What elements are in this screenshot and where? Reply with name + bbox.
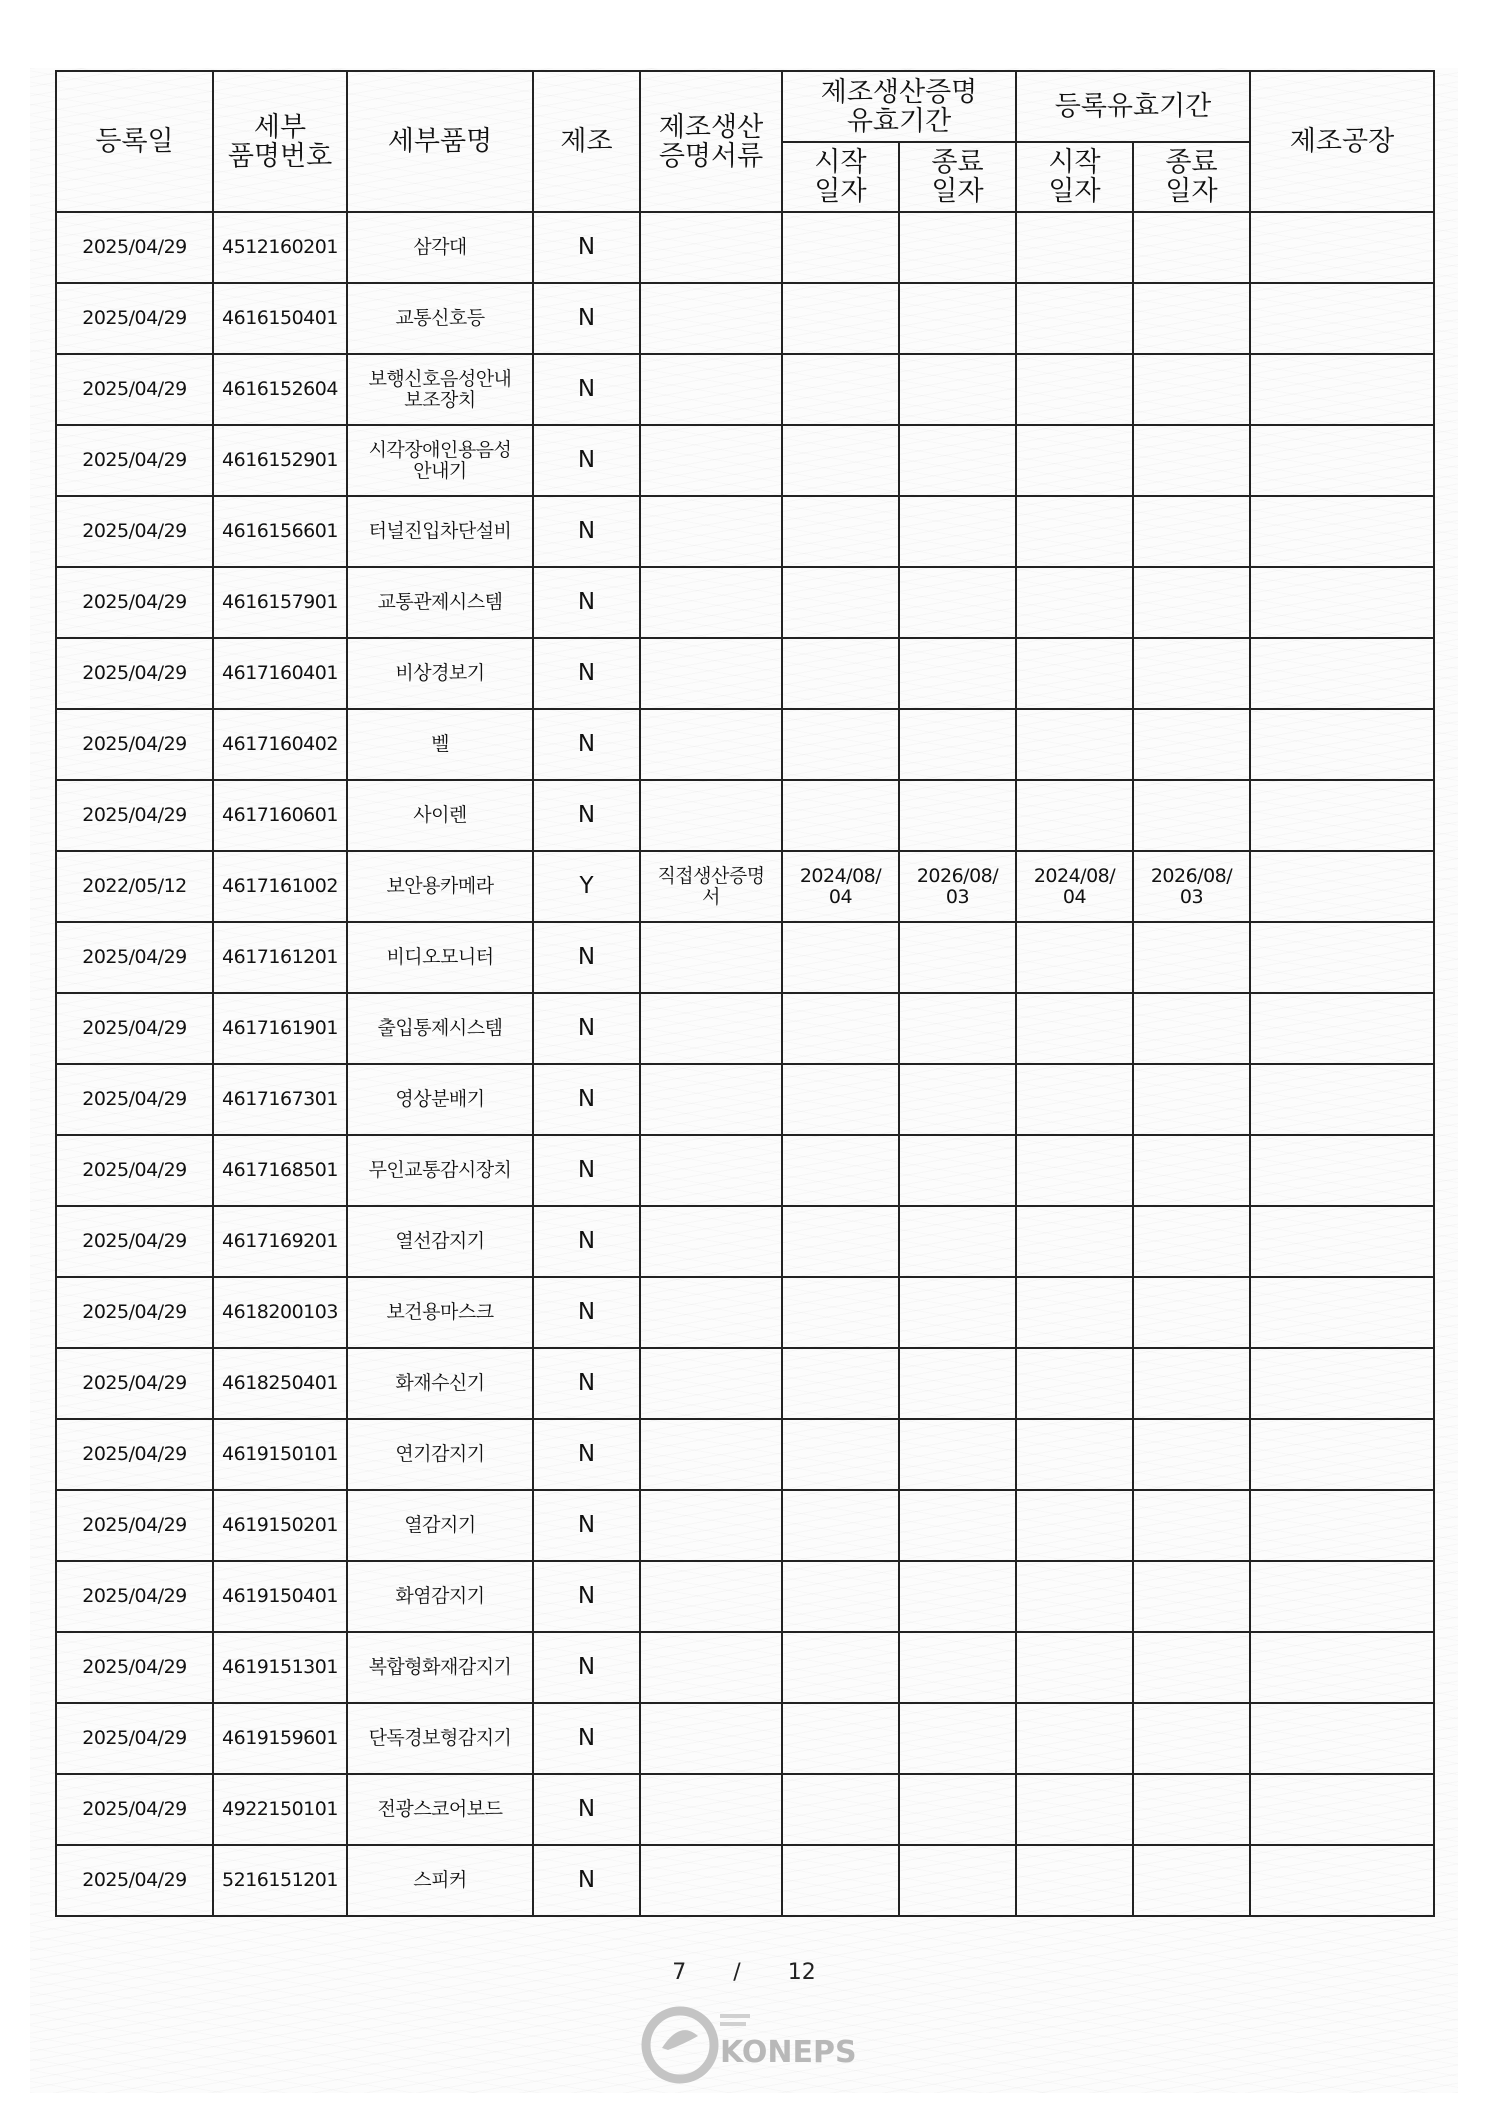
item-name-cell: 출입통제시스템 — [347, 993, 533, 1064]
cert-end-cell — [899, 1419, 1016, 1490]
cert-end-cell — [899, 993, 1016, 1064]
factory-cell — [1250, 1419, 1434, 1490]
item-number-cell: 4617161002 — [213, 851, 347, 922]
item-number-cell: 4619159601 — [213, 1703, 347, 1774]
reg-end-cell — [1133, 1277, 1250, 1348]
cert-docs-cell — [640, 1490, 782, 1561]
item-name-cell: 열감지기 — [347, 1490, 533, 1561]
reg-end-cell — [1133, 283, 1250, 354]
cert-start-cell — [782, 567, 899, 638]
header-cert-end: 종료 일자 — [899, 142, 1016, 212]
reg-start-cell — [1016, 1135, 1133, 1206]
reg-start-cell — [1016, 993, 1133, 1064]
reg-start-cell — [1016, 212, 1133, 283]
cert-end-cell — [899, 425, 1016, 496]
page-separator: / — [733, 1960, 741, 1985]
reg-start-cell — [1016, 1561, 1133, 1632]
header-reg-end: 종료 일자 — [1133, 142, 1250, 212]
logo-text: KONEPS — [720, 2035, 857, 2070]
factory-cell — [1250, 496, 1434, 567]
factory-cell — [1250, 354, 1434, 425]
reg-start-cell — [1016, 780, 1133, 851]
reg-end-cell — [1133, 1206, 1250, 1277]
table-row — [56, 1632, 1434, 1703]
cert-start-cell — [782, 709, 899, 780]
item-name-cell: 터널진입차단설비 — [347, 496, 533, 567]
reg-start-cell — [1016, 1206, 1133, 1277]
reg-date-cell: 2025/04/29 — [56, 354, 213, 425]
cert-docs-cell — [640, 1064, 782, 1135]
item-name-cell: 벨 — [347, 709, 533, 780]
header-cert-docs: 제조생산 증명서류 — [640, 71, 782, 212]
table-row — [56, 1490, 1434, 1561]
cert-docs-cell — [640, 1206, 782, 1277]
cert-end-cell: 2026/08/ 03 — [899, 851, 1016, 922]
reg-date-cell: 2025/04/29 — [56, 1774, 213, 1845]
factory-cell — [1250, 851, 1434, 922]
reg-end-cell — [1133, 1845, 1250, 1916]
table-row — [56, 1348, 1434, 1419]
item-name-cell: 화염감지기 — [347, 1561, 533, 1632]
cert-end-cell — [899, 1632, 1016, 1703]
registration-table — [55, 70, 1435, 1917]
item-name-cell: 삼각대 — [347, 212, 533, 283]
reg-start-cell — [1016, 283, 1133, 354]
table-row — [56, 567, 1434, 638]
cert-end-cell — [899, 567, 1016, 638]
item-number-cell: 4619151301 — [213, 1632, 347, 1703]
reg-end-cell — [1133, 1490, 1250, 1561]
cert-end-cell — [899, 1703, 1016, 1774]
header-manufacture: 제조 — [533, 71, 640, 212]
cert-end-cell — [899, 212, 1016, 283]
item-number-cell: 4617167301 — [213, 1064, 347, 1135]
header-reg-period: 등록유효기간 — [1016, 71, 1250, 142]
manufacture-cell: N — [533, 1490, 640, 1561]
cert-end-cell — [899, 1774, 1016, 1845]
reg-start-cell — [1016, 1064, 1133, 1135]
reg-date-cell: 2025/04/29 — [56, 1632, 213, 1703]
factory-cell — [1250, 1135, 1434, 1206]
reg-date-cell: 2025/04/29 — [56, 1348, 213, 1419]
cert-start-cell — [782, 993, 899, 1064]
table-row — [56, 1206, 1434, 1277]
reg-date-cell: 2025/04/29 — [56, 1064, 213, 1135]
item-number-cell: 4617168501 — [213, 1135, 347, 1206]
item-number-cell: 4616157901 — [213, 567, 347, 638]
reg-start-cell — [1016, 1703, 1133, 1774]
manufacture-cell: N — [533, 1206, 640, 1277]
reg-date-cell: 2025/04/29 — [56, 922, 213, 993]
factory-cell — [1250, 425, 1434, 496]
factory-cell — [1250, 1561, 1434, 1632]
manufacture-cell: N — [533, 1135, 640, 1206]
factory-cell — [1250, 1064, 1434, 1135]
table-row — [56, 1135, 1434, 1206]
table-row — [56, 922, 1434, 993]
reg-end-cell — [1133, 425, 1250, 496]
manufacture-cell: N — [533, 425, 640, 496]
reg-start-cell — [1016, 638, 1133, 709]
cert-docs-cell — [640, 1703, 782, 1774]
manufacture-cell: N — [533, 283, 640, 354]
cert-end-cell — [899, 1064, 1016, 1135]
manufacture-cell: N — [533, 993, 640, 1064]
reg-start-cell: 2024/08/ 04 — [1016, 851, 1133, 922]
reg-date-cell: 2025/04/29 — [56, 1490, 213, 1561]
cert-end-cell — [899, 780, 1016, 851]
pagination — [0, 1960, 1488, 1985]
reg-date-cell: 2025/04/29 — [56, 212, 213, 283]
current-page: 7 — [672, 1960, 687, 1985]
table-row — [56, 1561, 1434, 1632]
cert-start-cell — [782, 354, 899, 425]
cert-end-cell — [899, 922, 1016, 993]
cert-end-cell — [899, 1135, 1016, 1206]
manufacture-cell: N — [533, 1774, 640, 1845]
reg-end-cell — [1133, 567, 1250, 638]
reg-end-cell — [1133, 1703, 1250, 1774]
cert-start-cell — [782, 1845, 899, 1916]
item-name-cell: 열선감지기 — [347, 1206, 533, 1277]
cert-start-cell — [782, 1135, 899, 1206]
manufacture-cell: N — [533, 709, 640, 780]
manufacture-cell: N — [533, 1703, 640, 1774]
reg-date-cell: 2025/04/29 — [56, 425, 213, 496]
reg-date-cell: 2025/04/29 — [56, 993, 213, 1064]
item-name-cell: 보건용마스크 — [347, 1277, 533, 1348]
header-reg-start: 시작 일자 — [1016, 142, 1133, 212]
item-name-cell: 복합형화재감지기 — [347, 1632, 533, 1703]
item-number-cell: 4616150401 — [213, 283, 347, 354]
cert-docs-cell — [640, 709, 782, 780]
cert-end-cell — [899, 1206, 1016, 1277]
reg-date-cell: 2025/04/29 — [56, 567, 213, 638]
manufacture-cell: N — [533, 1845, 640, 1916]
reg-date-cell: 2025/04/29 — [56, 1135, 213, 1206]
table-row — [56, 1277, 1434, 1348]
table-row — [56, 780, 1434, 851]
cert-docs-cell — [640, 638, 782, 709]
reg-end-cell — [1133, 709, 1250, 780]
factory-cell — [1250, 567, 1434, 638]
factory-cell — [1250, 922, 1434, 993]
item-number-cell: 4618250401 — [213, 1348, 347, 1419]
factory-cell — [1250, 1703, 1434, 1774]
cert-docs-cell — [640, 1561, 782, 1632]
table-row — [56, 425, 1434, 496]
reg-start-cell — [1016, 567, 1133, 638]
item-number-cell: 4617160402 — [213, 709, 347, 780]
table-row — [56, 1845, 1434, 1916]
reg-end-cell — [1133, 993, 1250, 1064]
item-name-cell: 비상경보기 — [347, 638, 533, 709]
reg-start-cell — [1016, 1277, 1133, 1348]
item-number-cell: 4617161901 — [213, 993, 347, 1064]
item-number-cell: 4616152901 — [213, 425, 347, 496]
cert-start-cell — [782, 780, 899, 851]
item-number-cell: 4617169201 — [213, 1206, 347, 1277]
factory-cell — [1250, 1774, 1434, 1845]
item-name-cell: 시각장애인용음성 안내기 — [347, 425, 533, 496]
item-name-cell: 보행신호음성안내 보조장치 — [347, 354, 533, 425]
manufacture-cell: N — [533, 1277, 640, 1348]
reg-end-cell: 2026/08/ 03 — [1133, 851, 1250, 922]
cert-end-cell — [899, 709, 1016, 780]
cert-end-cell — [899, 1845, 1016, 1916]
item-number-cell: 4922150101 — [213, 1774, 347, 1845]
reg-end-cell — [1133, 1064, 1250, 1135]
table-row — [56, 638, 1434, 709]
reg-end-cell — [1133, 212, 1250, 283]
manufacture-cell: N — [533, 212, 640, 283]
header-reg-date: 등록일 — [56, 71, 213, 212]
table-row — [56, 993, 1434, 1064]
item-number-cell: 4617161201 — [213, 922, 347, 993]
cert-end-cell — [899, 1277, 1016, 1348]
reg-date-cell: 2022/05/12 — [56, 851, 213, 922]
cert-docs-cell — [640, 1135, 782, 1206]
cert-start-cell — [782, 638, 899, 709]
item-name-cell: 사이렌 — [347, 780, 533, 851]
table-row — [56, 354, 1434, 425]
item-name-cell: 무인교통감시장치 — [347, 1135, 533, 1206]
table-row — [56, 1419, 1434, 1490]
manufacture-cell: N — [533, 1561, 640, 1632]
item-name-cell: 교통관제시스템 — [347, 567, 533, 638]
reg-date-cell: 2025/04/29 — [56, 709, 213, 780]
cert-docs-cell — [640, 425, 782, 496]
item-name-cell: 전광스코어보드 — [347, 1774, 533, 1845]
cert-start-cell — [782, 1206, 899, 1277]
cert-end-cell — [899, 638, 1016, 709]
reg-date-cell: 2025/04/29 — [56, 780, 213, 851]
table-row — [56, 709, 1434, 780]
cert-docs-cell — [640, 212, 782, 283]
cert-end-cell — [899, 496, 1016, 567]
cert-end-cell — [899, 1561, 1016, 1632]
cert-docs-cell — [640, 1277, 782, 1348]
factory-cell — [1250, 283, 1434, 354]
cert-docs-cell — [640, 1348, 782, 1419]
cert-start-cell — [782, 425, 899, 496]
reg-end-cell — [1133, 1632, 1250, 1703]
header-item-name: 세부품명 — [347, 71, 533, 212]
item-number-cell: 4617160601 — [213, 780, 347, 851]
header-cert-start: 시작 일자 — [782, 142, 899, 212]
item-name-cell: 보안용카메라 — [347, 851, 533, 922]
item-name-cell: 스피커 — [347, 1845, 533, 1916]
total-pages: 12 — [787, 1960, 816, 1985]
reg-start-cell — [1016, 354, 1133, 425]
item-number-cell: 4617160401 — [213, 638, 347, 709]
factory-cell — [1250, 709, 1434, 780]
header-item-number: 세부 품명번호 — [213, 71, 347, 212]
reg-end-cell — [1133, 1348, 1250, 1419]
cert-start-cell — [782, 1561, 899, 1632]
reg-start-cell — [1016, 496, 1133, 567]
item-name-cell: 단독경보형감지기 — [347, 1703, 533, 1774]
header-cert-period: 제조생산증명 유효기간 — [782, 71, 1016, 142]
reg-date-cell: 2025/04/29 — [56, 1703, 213, 1774]
cert-start-cell — [782, 1490, 899, 1561]
factory-cell — [1250, 212, 1434, 283]
cert-start-cell — [782, 1632, 899, 1703]
manufacture-cell: N — [533, 496, 640, 567]
cert-docs-cell — [640, 283, 782, 354]
reg-start-cell — [1016, 1348, 1133, 1419]
cert-start-cell — [782, 1064, 899, 1135]
cert-start-cell — [782, 1348, 899, 1419]
factory-cell — [1250, 993, 1434, 1064]
manufacture-cell: N — [533, 1632, 640, 1703]
manufacture-cell: N — [533, 567, 640, 638]
cert-start-cell — [782, 212, 899, 283]
manufacture-cell: N — [533, 1419, 640, 1490]
factory-cell — [1250, 1348, 1434, 1419]
reg-start-cell — [1016, 709, 1133, 780]
item-name-cell: 영상분배기 — [347, 1064, 533, 1135]
table-row — [56, 851, 1434, 922]
item-number-cell: 4619150101 — [213, 1419, 347, 1490]
manufacture-cell: N — [533, 1064, 640, 1135]
item-number-cell: 4616156601 — [213, 496, 347, 567]
cert-start-cell — [782, 283, 899, 354]
cert-docs-cell — [640, 1632, 782, 1703]
cert-docs-cell — [640, 567, 782, 638]
cert-start-cell: 2024/08/ 04 — [782, 851, 899, 922]
cert-end-cell — [899, 1490, 1016, 1561]
table-row — [56, 1774, 1434, 1845]
item-name-cell: 연기감지기 — [347, 1419, 533, 1490]
manufacture-cell: Y — [533, 851, 640, 922]
cert-end-cell — [899, 1348, 1016, 1419]
reg-date-cell: 2025/04/29 — [56, 283, 213, 354]
item-number-cell: 5216151201 — [213, 1845, 347, 1916]
reg-date-cell: 2025/04/29 — [56, 1419, 213, 1490]
reg-start-cell — [1016, 1632, 1133, 1703]
cert-start-cell — [782, 1419, 899, 1490]
reg-date-cell: 2025/04/29 — [56, 638, 213, 709]
cert-docs-cell: 직접생산증명 서 — [640, 851, 782, 922]
table-body — [56, 212, 1434, 1916]
cert-start-cell — [782, 922, 899, 993]
factory-cell — [1250, 780, 1434, 851]
item-number-cell: 4512160201 — [213, 212, 347, 283]
reg-end-cell — [1133, 1561, 1250, 1632]
koneps-e-logo-icon — [640, 2000, 860, 2090]
manufacture-cell: N — [533, 1348, 640, 1419]
factory-cell — [1250, 1845, 1434, 1916]
cert-docs-cell — [640, 1419, 782, 1490]
cert-docs-cell — [640, 496, 782, 567]
cert-docs-cell — [640, 993, 782, 1064]
cert-docs-cell — [640, 922, 782, 993]
header-factory: 제조공장 — [1250, 71, 1434, 212]
factory-cell — [1250, 1206, 1434, 1277]
reg-end-cell — [1133, 638, 1250, 709]
cert-docs-cell — [640, 1774, 782, 1845]
manufacture-cell: N — [533, 354, 640, 425]
factory-cell — [1250, 1632, 1434, 1703]
item-name-cell: 교통신호등 — [347, 283, 533, 354]
table-row — [56, 1703, 1434, 1774]
reg-end-cell — [1133, 922, 1250, 993]
cert-start-cell — [782, 1277, 899, 1348]
reg-start-cell — [1016, 922, 1133, 993]
cert-start-cell — [782, 1703, 899, 1774]
manufacture-cell: N — [533, 780, 640, 851]
table-row — [56, 496, 1434, 567]
item-number-cell: 4618200103 — [213, 1277, 347, 1348]
reg-date-cell: 2025/04/29 — [56, 1277, 213, 1348]
reg-end-cell — [1133, 780, 1250, 851]
reg-end-cell — [1133, 1774, 1250, 1845]
reg-date-cell: 2025/04/29 — [56, 1561, 213, 1632]
table-row — [56, 1064, 1434, 1135]
factory-cell — [1250, 1277, 1434, 1348]
reg-start-cell — [1016, 1774, 1133, 1845]
item-name-cell: 비디오모니터 — [347, 922, 533, 993]
reg-start-cell — [1016, 425, 1133, 496]
table-row — [56, 283, 1434, 354]
cert-docs-cell — [640, 780, 782, 851]
item-number-cell: 4619150201 — [213, 1490, 347, 1561]
reg-start-cell — [1016, 1419, 1133, 1490]
manufacture-cell: N — [533, 922, 640, 993]
item-name-cell: 화재수신기 — [347, 1348, 533, 1419]
cert-docs-cell — [640, 1845, 782, 1916]
reg-end-cell — [1133, 496, 1250, 567]
reg-start-cell — [1016, 1490, 1133, 1561]
item-number-cell: 4619150401 — [213, 1561, 347, 1632]
reg-end-cell — [1133, 1135, 1250, 1206]
reg-date-cell: 2025/04/29 — [56, 1845, 213, 1916]
cert-docs-cell — [640, 354, 782, 425]
reg-date-cell: 2025/04/29 — [56, 1206, 213, 1277]
factory-cell — [1250, 638, 1434, 709]
item-number-cell: 4616152604 — [213, 354, 347, 425]
cert-end-cell — [899, 354, 1016, 425]
cert-start-cell — [782, 496, 899, 567]
cert-start-cell — [782, 1774, 899, 1845]
reg-start-cell — [1016, 1845, 1133, 1916]
reg-end-cell — [1133, 1419, 1250, 1490]
reg-end-cell — [1133, 354, 1250, 425]
cert-end-cell — [899, 283, 1016, 354]
reg-date-cell: 2025/04/29 — [56, 496, 213, 567]
factory-cell — [1250, 1490, 1434, 1561]
manufacture-cell: N — [533, 638, 640, 709]
table-row — [56, 212, 1434, 283]
